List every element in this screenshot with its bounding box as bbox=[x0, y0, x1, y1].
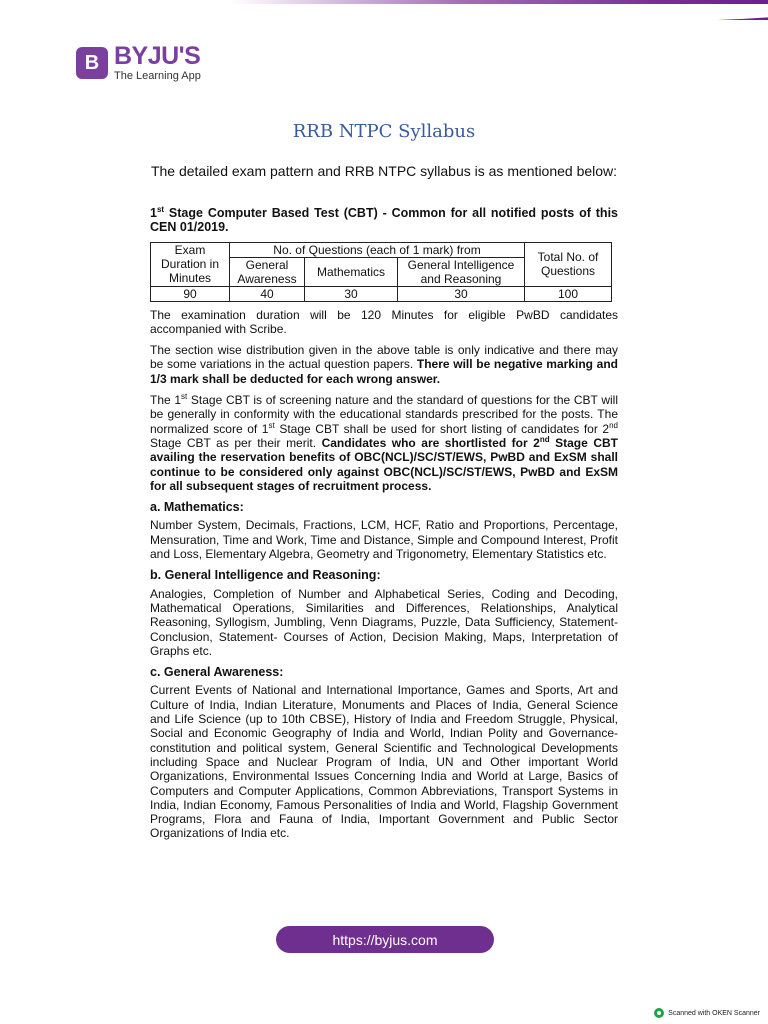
subheader-mathematics: Mathematics bbox=[305, 257, 398, 286]
screening-text-2: Stage CBT is of screening nature and the standard of questions for the CBT will be generally in conformity with the educational standards prescribed for the posts. The normalized score of 1 bbox=[150, 393, 618, 436]
section-heading-reasoning: b. General Intelligence and Reasoning: bbox=[150, 568, 381, 583]
section-body-general-awareness: Current Events of National and International Importance, Games and Sports, Art and Culture of India, Indian Literature, Monuments and Places of India, General Science and Life Science (up to 10th CBSE), History of India and Freedom Struggle, Physical, Social and Economic Geography of India and World, Indian Polity and Governance- constitution and political system, General Scientific and Technological Developments including Space and Nuclear Program of India, UN and Other important World Organizations, Environmental Issues Concerning India and World at Large, Basics of Computers and Computer Applications, Common Abbreviations, Transport Systems in India, Indian Economy, Famous Personalities of India and World, Flagship Government Programs, Flora and Fauna of India, Important Government and Public Sector Organizations of India etc. bbox=[150, 683, 618, 841]
document-title: RRB NTPC Syllabus bbox=[292, 121, 476, 142]
section-body-mathematics: Number System, Decimals, Fractions, LCM, HCF, Ratio and Proportions, Percentage, Mensuration, Time and Work, Time and Distance, Simple and Compound Interest, Profit and Loss, Elementary Algebra, Geometry and Trigonometry, Elementary Statistics etc. bbox=[150, 518, 618, 562]
cell-total: 100 bbox=[525, 286, 612, 301]
scanner-watermark bbox=[654, 1008, 760, 1018]
pwbd-paragraph: The examination duration will be 120 Minutes for eligible PwBD candidates accompanied with Scribe. bbox=[150, 307, 618, 336]
footer-url-link[interactable]: https://byjus.com bbox=[276, 926, 494, 953]
cell-mathematics: 30 bbox=[305, 286, 398, 301]
header-duration: Exam Duration in Minutes bbox=[151, 242, 230, 286]
shortlist-bold-1: Candidates who are shortlisted for 2 bbox=[321, 435, 540, 450]
distribution-text: The section wise distribution given in the above table is only indicative and there may be some variations in the actual question papers. bbox=[150, 343, 618, 372]
top-banner-curve bbox=[0, 4, 768, 26]
cell-duration: 90 bbox=[151, 286, 230, 301]
screening-sup-4: nd bbox=[539, 434, 550, 444]
logo-tagline: The Learning App bbox=[114, 70, 201, 82]
screening-sup-3: nd bbox=[609, 420, 618, 430]
stage-number: 1 bbox=[150, 206, 157, 220]
section-heading-general-awareness: c. General Awareness: bbox=[150, 665, 284, 680]
document-body bbox=[150, 206, 618, 848]
subheader-reasoning: General Intelligence and Reasoning bbox=[398, 257, 525, 286]
screening-paragraph bbox=[150, 393, 618, 493]
header-total: Total No. of Questions bbox=[525, 242, 612, 286]
shortlist-bold-2: Stage CBT availing the reservation benefits of OBC(NCL)/SC/ST/EWS, PwBD and ExSM shall continue to be considered only against OBC(NCL)/SC/ST/EWS, PwBD and ExSM for all subsequent stages of recruitment process. bbox=[150, 435, 618, 493]
logo-text-block bbox=[114, 44, 201, 82]
negative-marking-text: There will be negative marking and 1/3 mark shall be deducted for each wrong answer. bbox=[150, 357, 618, 386]
screening-sup-1: st bbox=[181, 392, 188, 402]
header-questions-group: No. of Questions (each of 1 mark) from bbox=[230, 242, 525, 257]
byjus-logo[interactable] bbox=[76, 44, 201, 82]
cell-reasoning: 30 bbox=[398, 286, 525, 301]
cell-general-awareness: 40 bbox=[230, 286, 305, 301]
screening-sup-2: st bbox=[268, 420, 275, 430]
distribution-paragraph bbox=[150, 343, 618, 386]
section-heading-mathematics: a. Mathematics: bbox=[150, 500, 244, 515]
byjus-logo-icon: B bbox=[76, 47, 108, 79]
subheader-general-awareness: General Awareness bbox=[230, 257, 305, 286]
scanner-text: Scanned with OKEN Scanner bbox=[668, 1009, 760, 1017]
scanner-logo-icon bbox=[654, 1008, 664, 1018]
table-row bbox=[151, 286, 612, 301]
table-header-row bbox=[151, 242, 612, 257]
stage-heading-text: Stage Computer Based Test (CBT) - Common for all notified posts of this CEN 01/2019. bbox=[150, 206, 618, 235]
screening-text-3: Stage CBT shall be used for short listing of candidates for 2 bbox=[274, 421, 610, 436]
logo-brand-name: BYJU'S bbox=[114, 42, 201, 70]
stage-ordinal: st bbox=[156, 204, 165, 214]
intro-text: The detailed exam pattern and RRB NTPC syllabus is as mentioned below: bbox=[150, 163, 618, 179]
section-body-reasoning: Analogies, Completion of Number and Alphabetical Series, Coding and Decoding, Mathematical Operations, Similarities and Differences, Relationships, Analytical Reasoning, Syllogism, Jumbling, Venn Diagrams, Puzzle, Data Sufficiency, Statement- Conclusion, Statement- Courses of Action, Decision Making, Maps, Interpretation of Graphs etc. bbox=[150, 586, 618, 658]
exam-pattern-table bbox=[150, 242, 612, 302]
screening-text-4: Stage CBT as per their merit. bbox=[150, 435, 322, 450]
screening-text-1: The 1 bbox=[150, 393, 182, 408]
stage-heading bbox=[150, 206, 618, 235]
